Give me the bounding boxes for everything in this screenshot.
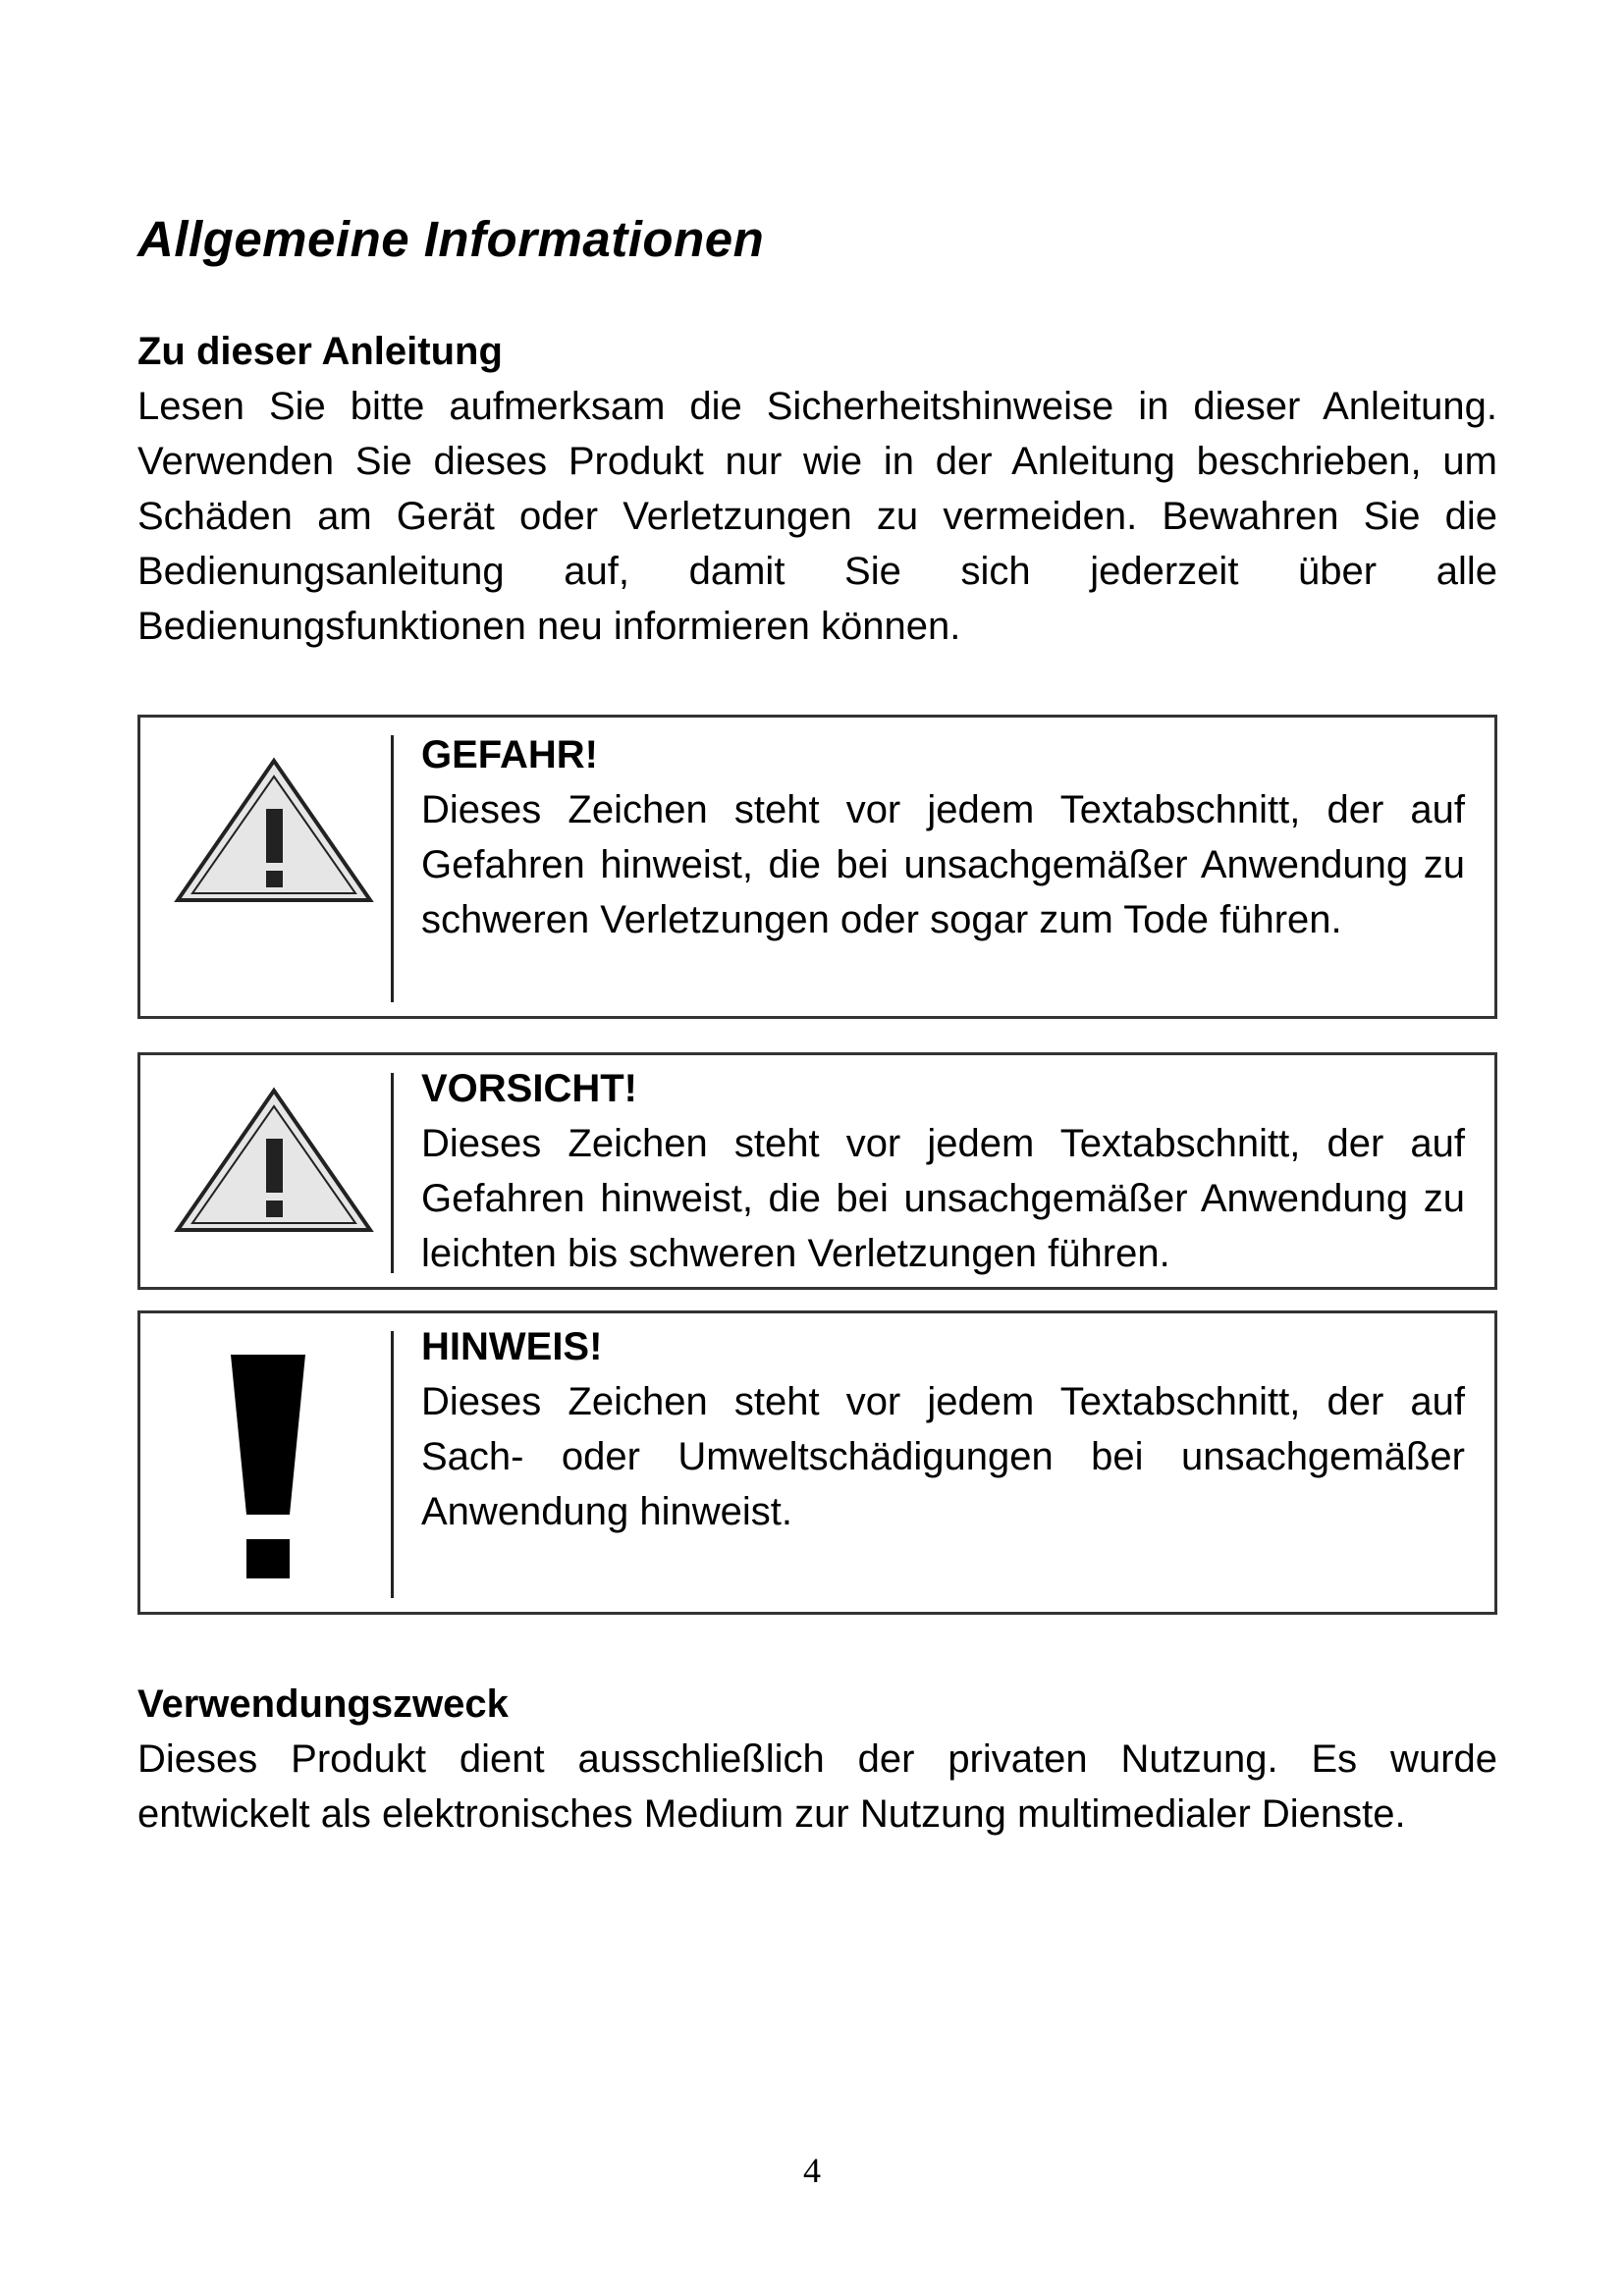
caution-icon-cell <box>140 1055 396 1287</box>
intro-heading: Zu dieser Anleitung <box>137 330 503 373</box>
danger-icon-cell <box>140 718 396 1016</box>
note-divider <box>391 1331 394 1598</box>
caution-text: Dieses Zeichen steht vor jedem Textabschnitt, der auf Gefahren hinweist, die bei unsachgemäßer Anwendung zu leichten bis schweren Verletzungen führen. <box>421 1122 1465 1275</box>
note-heading: HINWEIS! <box>421 1325 603 1368</box>
caution-notice-box <box>137 1052 1497 1290</box>
note-icon-cell <box>140 1313 396 1612</box>
danger-notice-box <box>137 715 1497 1019</box>
usage-heading: Verwendungszweck <box>137 1682 509 1726</box>
note-text: Dieses Zeichen steht vor jedem Textabschnitt, der auf Sach- oder Umweltschädigungen bei unsachgemäßer Anwendung hinweist. <box>421 1380 1465 1533</box>
note-content <box>421 1319 1465 1539</box>
usage-text: Dieses Produkt dient ausschließlich der privaten Nutzung. Es wurde entwickelt als elektronisches Medium zur Nutzung multimedialer Dienste. <box>137 1737 1497 1836</box>
caution-content <box>421 1061 1465 1281</box>
page-title: Allgemeine Informationen <box>137 211 765 267</box>
caution-divider <box>391 1073 394 1273</box>
intro-section <box>137 324 1497 654</box>
danger-divider <box>391 735 394 1002</box>
note-notice-box <box>137 1310 1497 1615</box>
warning-triangle-icon <box>174 755 380 912</box>
usage-section <box>137 1677 1497 1842</box>
warning-triangle-icon <box>174 1085 380 1242</box>
page-number: 4 <box>803 2151 821 2190</box>
danger-content <box>421 727 1465 947</box>
danger-heading: GEFAHR! <box>421 733 598 776</box>
intro-text: Lesen Sie bitte aufmerksam die Sicherheitshinweise in dieser Anleitung. Verwenden Sie dieses Produkt nur wie in der Anleitung beschrieben, um Schäden am Gerät oder Verletzungen zu vermeiden. Bewahren Sie die Bedienungsanleitung auf, damit Sie sich jederzeit über alle Bedienungsfunktionen neu informieren können. <box>137 385 1497 648</box>
exclamation-mark-icon <box>209 1343 327 1598</box>
danger-text: Dieses Zeichen steht vor jedem Textabschnitt, der auf Gefahren hinweist, die bei unsachgemäßer Anwendung zu schweren Verletzungen oder sogar zum Tode führen. <box>421 788 1465 941</box>
caution-heading: VORSICHT! <box>421 1067 637 1110</box>
